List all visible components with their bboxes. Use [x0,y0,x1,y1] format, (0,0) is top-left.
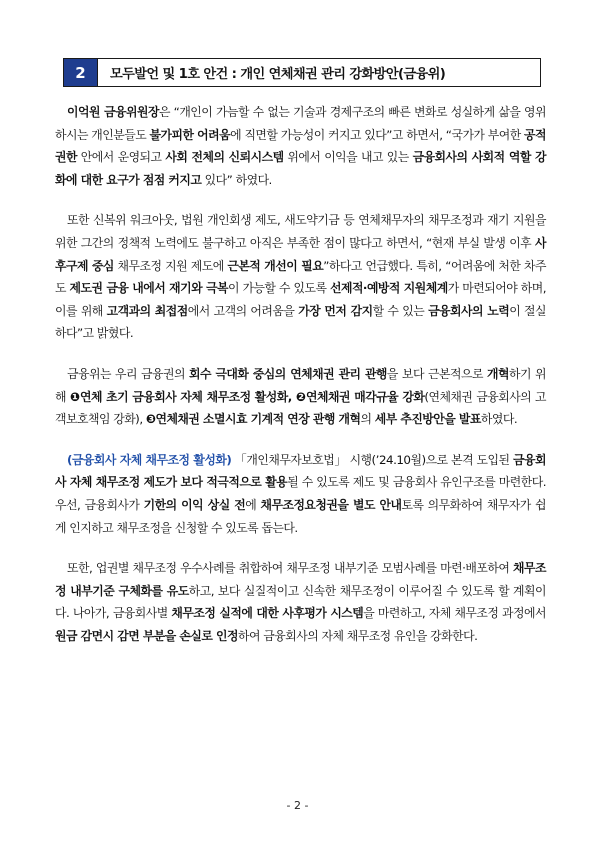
body-text: 에서 고객의 어려움을 [187,303,299,318]
paragraph [55,209,546,345]
paragraph [55,101,546,191]
body-text: 될 수 있도록 제도 및 금융회사 유인구조를 마련한다. 우선, 금융회사가 [55,475,546,512]
document-body [55,101,546,665]
section-tag: (금융회사 자체 채무조정 활성화) [67,452,232,467]
section-number: 2 [64,59,98,86]
body-text: 가 마련되어야 하며, 이를 위해 [55,281,546,318]
emphasis-text: 금융회사의 사회적 역할 강화에 대한 요구가 점점 커지고 [55,150,546,187]
section-header [63,58,541,87]
emphasis-text: 사회 전체의 신뢰시스템 [165,150,284,165]
body-text: (연체채권 금융회사의 고객보호책임 강화), [55,389,546,427]
emphasis-text: 채무조정요청권을 별도 안내 [260,497,402,512]
emphasis-text: 근본적 개선이 필요 [227,258,324,273]
emphasis-text: 제도권 금융 내에서 재기와 극복 [69,281,228,296]
emphasis-text: 이억원 금융위원장 [67,105,159,119]
emphasis-text: ❸연체채권 소멸시효 기계적 연장 관행 개혁 [145,412,361,427]
body-text: 을 보다 근본적으로 [386,366,487,381]
emphasis-text: ❶연체 초기 금융회사 자체 채무조정 활성화, ❷연체채권 매각규율 강화 [69,389,425,404]
paragraph [55,557,546,647]
body-text: 이 절실하다”고 밝혔다. [55,303,546,341]
body-text: 할 수 있는 [372,303,429,318]
page-number: - 2 - [286,799,309,812]
body-text: 에 [245,497,261,512]
emphasis-text: 회수 극대화 중심의 연체채권 관리 관행 [189,366,387,381]
emphasis-text: 세부 추진방안을 발표 [374,412,481,427]
paragraph [55,449,546,539]
emphasis-text: 가장 먼저 감지 [298,303,373,318]
emphasis-text: 금융회사의 노력 [428,303,510,318]
emphasis-text: 금융회사 자체 채무조정 제도가 보다 적극적으로 활용 [55,452,546,490]
body-text: 을 마련하고, 자체 채무조정 과정에서 [363,606,546,621]
emphasis-text: 선제적·예방적 지원체계 [329,281,448,296]
body-text: ”하다고 언급했다. 특히, “어려움에 처한 차주도 [55,258,547,296]
body-text: 하였다. [480,412,518,427]
body-text: 있다” 하였다. [201,172,272,187]
emphasis-text: 고객과의 최접점 [106,303,188,318]
body-text: 하기 위해 [55,366,547,404]
emphasis-text: 공적 권한 [55,127,547,165]
emphasis-text: 원금 감면시 감면 부분을 손실로 인정 [55,628,238,643]
emphasis-text: 채무조정 실적에 대한 사후평가 시스템 [171,606,364,621]
body-text: 또한 신복위 워크아웃, 법원 개인회생 제도, 새도약기금 등 연체채무자의 채무조정과 재기 지원을 위한 그간의 정책적 노력에도 불구하고 아직은 부족한 점이 많다고 하면서, “현재 부실 발생 이후 [55,213,546,250]
emphasis-text: 채무조정 내부기준 구체화를 유도 [55,561,546,598]
body-text: 토록 의무화하여 채무자가 쉽게 인지하고 채무조정을 신청할 수 있도록 돕는다. [55,497,546,535]
body-text: 하고, 보다 실질적이고 신속한 채무조정이 이루어질 수 있도록 할 계획이다. 나아가, 금융회사별 [55,583,546,621]
emphasis-text: 불가피한 어려움 [149,127,231,142]
emphasis-text: 사후구제 중심 [55,235,546,273]
body-text: 은 “개인이 가늠할 수 없는 기술과 경제구조의 빠른 변화로 성실하게 삶을 영위하시는 개인분들도 [55,105,546,142]
section-title: 모두발언 및 1호 안건 : 개인 연체채권 관리 강화방안(금융위) [110,67,446,82]
body-text: 하여 금융회사의 자체 채무조정 유인을 강화한다. [238,628,478,643]
emphasis-text: 개혁 [487,366,509,381]
body-text: 금융위는 우리 금융권의 [67,366,190,381]
emphasis-text: 기한의 이익 상실 전 [143,497,246,512]
body-text: 채무조정 지원 제도에 [113,258,228,273]
body-text: 이 가능할 수 있도록 [227,281,330,296]
body-text: 에 직면할 가능성이 커지고 있다”고 하면서, “국가가 부여한 [230,127,525,142]
body-text: 또한, 업권별 채무조정 우수사례를 취합하여 채무조정 내부기준 모범사례를 마련·배포하여 [67,561,514,576]
body-text: 「개인채무자보호법」 시행(’24.10월)으로 본격 도입된 [231,452,514,467]
body-text: 안에서 운영되고 [76,150,166,165]
body-text: 위에서 이익을 내고 있는 [283,150,413,165]
body-text: 의 [360,412,375,427]
paragraph [55,363,546,431]
